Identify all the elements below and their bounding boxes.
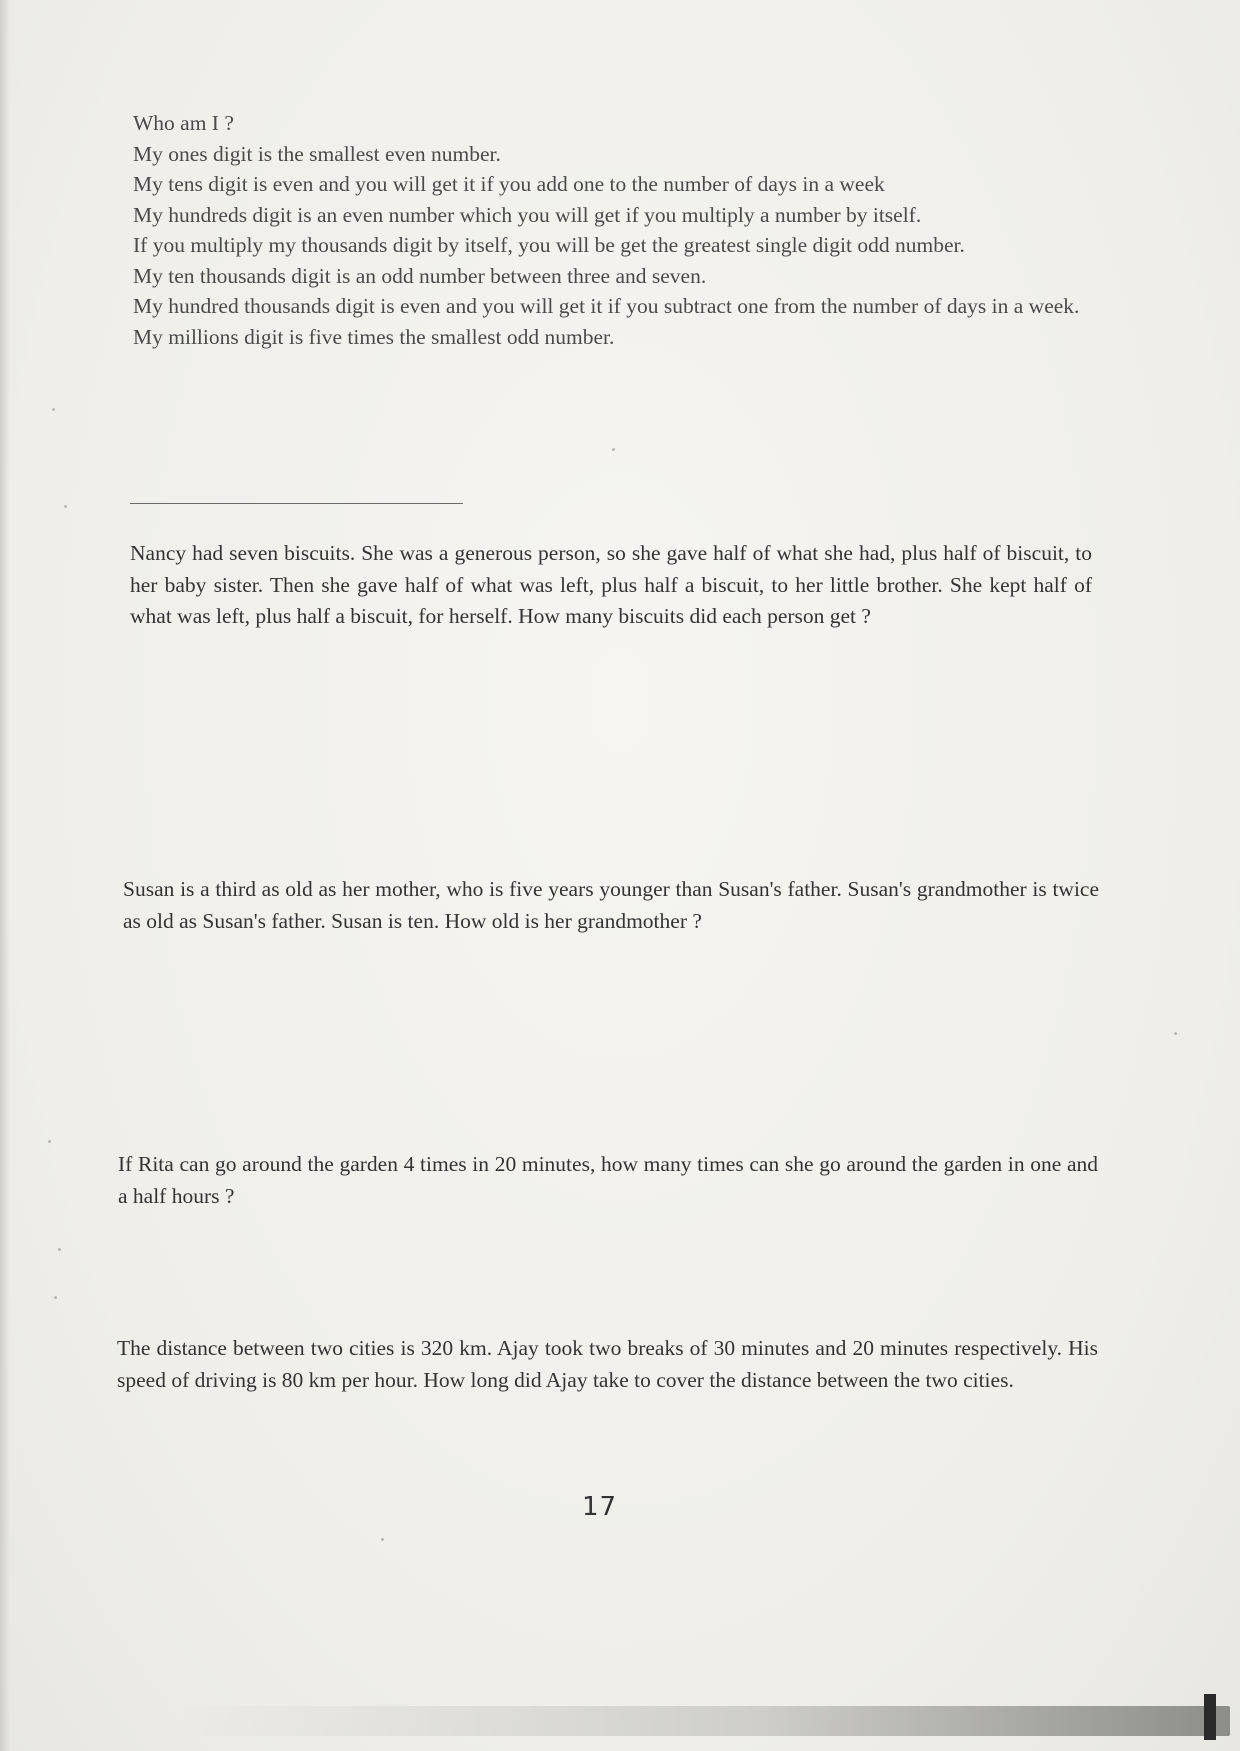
scan-speck (1174, 1032, 1177, 1035)
scan-speck (381, 1538, 384, 1541)
problem-ajay-distance: The distance between two cities is 320 km. Ajay took two breaks of 30 minutes and 20 minutes respectively. His speed of driving is 80 km per hour. How long did Ajay take to cover the distance between the two cities. (117, 1336, 1098, 1392)
riddle-line: If you multiply my thousands digit by itself, you will be get the greatest single digit odd number. (133, 233, 965, 257)
riddle-line: Who am I ? (133, 111, 234, 135)
problem-susan-age: Susan is a third as old as her mother, who is five years younger than Susan's father. Susan's grandmother is twice as old as Susan's father. Susan is ten. How old is her grandmother ? (123, 877, 1099, 933)
page-edge-shadow (0, 0, 10, 1751)
who-am-i-riddle (133, 108, 1093, 352)
scan-speck (612, 448, 615, 451)
riddle-line: My millions digit is five times the smallest odd number. (133, 324, 615, 349)
scan-speck (54, 1296, 57, 1299)
scan-speck (52, 408, 55, 411)
scan-speck (58, 1248, 61, 1251)
riddle-line: My tens digit is even and you will get it if you add one to the number of days in a week (133, 172, 885, 196)
page-number: 17 (582, 1492, 618, 1522)
scan-corner-mark (1204, 1694, 1216, 1740)
problem-rita-garden: If Rita can go around the garden 4 times in 20 minutes, how many times can she go around the garden in one and a half hours ? (118, 1152, 1098, 1208)
scan-speck (64, 505, 67, 508)
riddle-line: My ten thousands digit is an odd number between three and seven. (133, 263, 707, 288)
problem-biscuits: Nancy had seven biscuits. She was a generous person, so she gave half of what she had, plus half of biscuit, to her baby sister. Then she gave half of what was left, plus half a biscuit, to her little brother. She kept half of what was left, plus half a biscuit, for herself. How many biscuits did each person get ? (130, 541, 1092, 628)
scan-bottom-shadow (180, 1706, 1230, 1736)
scan-speck (48, 1140, 51, 1143)
answer-blank-line (130, 503, 463, 504)
riddle-line: My ones digit is the smallest even number. (133, 141, 501, 166)
riddle-line: My hundred thousands digit is even and you will get it if you subtract one from the number of days in a week. (133, 294, 1080, 318)
riddle-line: My hundreds digit is an even number which you will get if you multiply a number by itself. (133, 202, 922, 227)
